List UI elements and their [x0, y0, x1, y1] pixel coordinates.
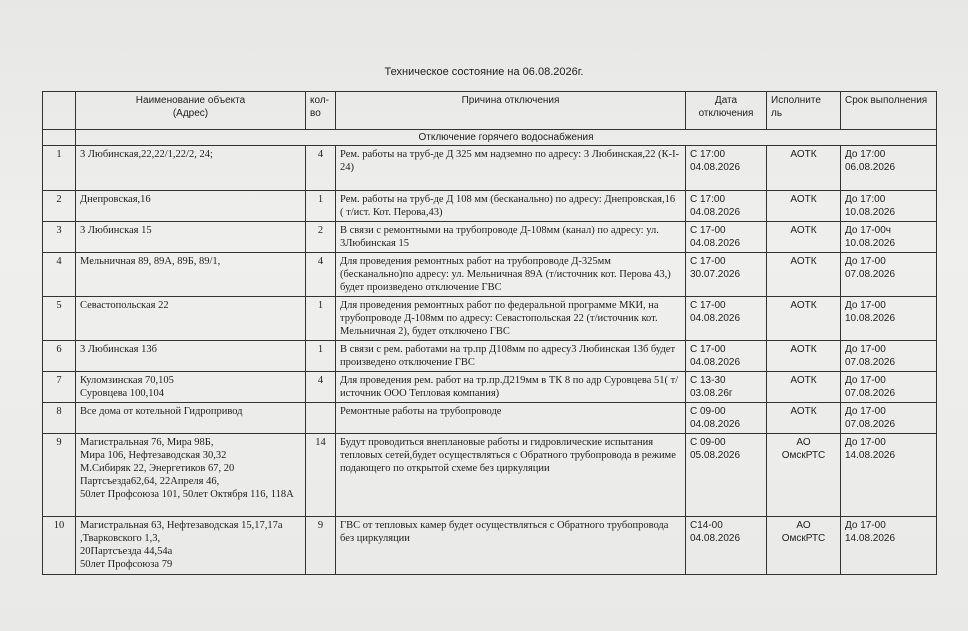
row-deadline: До 17-00 07.08.2026	[841, 403, 937, 434]
table-row	[43, 191, 937, 222]
row-num: 4	[43, 253, 76, 297]
row-deadline: До 17:00 06.08.2026	[841, 146, 937, 191]
row-deadline: До 17-00 07.08.2026	[841, 253, 937, 297]
row-qty: 1	[306, 191, 336, 222]
row-object: Магистральная 63, Нефтезаводская 15,17,17а ,Тварковского 1,3, 20Партсъезда 44,54а 50лет Профсоюза 79	[76, 517, 306, 575]
header-deadline: Срок выполнения	[841, 92, 937, 130]
table-row	[43, 517, 937, 575]
row-reason: В связи с ремонтными на трубопроводе Д-108мм (канал) по адресу: ул. 3Любинская 15	[336, 222, 686, 253]
header-date: Дата отключения	[686, 92, 767, 130]
header-qty: кол- во	[306, 92, 336, 130]
row-num: 8	[43, 403, 76, 434]
row-executor: АОТК	[767, 146, 841, 191]
table-row	[43, 434, 937, 517]
row-date: С 17:00 04.08.2026	[686, 191, 767, 222]
row-reason: Будут проводиться внеплановые работы и гидровлические испытания тепловых сетей,будет осуществляться с Обратного трубопровода в режиме подающего по открытой схеме без циркуляции	[336, 434, 686, 517]
row-deadline: До 17-00 14.08.2026	[841, 517, 937, 575]
row-object: Мельничная 89, 89А, 89Б, 89/1,	[76, 253, 306, 297]
row-date: С 17-00 04.08.2026	[686, 222, 767, 253]
row-date: С 09-00 04.08.2026	[686, 403, 767, 434]
row-reason: Ремонтные работы на трубопроводе	[336, 403, 686, 434]
row-object: Куломзинская 70,105 Суровцева 100,104	[76, 372, 306, 403]
row-date: С 17:00 04.08.2026	[686, 146, 767, 191]
row-date: С 17-00 04.08.2026	[686, 297, 767, 341]
row-reason: Рем. работы на труб-де Д 325 мм надземно по адресу: 3 Любинская,22 (К-I-24)	[336, 146, 686, 191]
row-qty: 4	[306, 146, 336, 191]
row-qty: 4	[306, 372, 336, 403]
row-num: 10	[43, 517, 76, 575]
table-row	[43, 297, 937, 341]
row-qty: 14	[306, 434, 336, 517]
row-qty: 4	[306, 253, 336, 297]
row-num: 5	[43, 297, 76, 341]
row-qty: 1	[306, 341, 336, 372]
row-executor: АОТК	[767, 253, 841, 297]
row-num: 7	[43, 372, 76, 403]
table-header-row	[43, 92, 937, 130]
row-num: 3	[43, 222, 76, 253]
row-num: 2	[43, 191, 76, 222]
row-executor: АОТК	[767, 297, 841, 341]
row-reason: Для проведения рем. работ на тр.пр.Д219мм в ТК 8 по адр Суровцева 51( т/источник ООО Тепловая компания)	[336, 372, 686, 403]
row-executor: АОТК	[767, 341, 841, 372]
header-executor: Исполните ль	[767, 92, 841, 130]
row-reason: Для проведения ремонтных работ на трубопроводе Д-325мм (бесканально)по адресу: ул. Мельничная 89А (т/источник кот. Перова 43,) будет произведено отключение ГВС	[336, 253, 686, 297]
row-deadline: До 17-00 10.08.2026	[841, 297, 937, 341]
table-row	[43, 146, 937, 191]
row-date: С 09-00 05.08.2026	[686, 434, 767, 517]
row-object: 3 Любинская,22,22/1,22/2, 24;	[76, 146, 306, 191]
section-spacer	[43, 130, 76, 146]
row-reason: Для проведения ремонтных работ по федеральной программе МКИ, на трубопроводе Д-108мм по адресу: Севастопольская 22 (т/источник кот. Мельничная 2), будет отключено ГВС	[336, 297, 686, 341]
document-title: Техническое состояние на 06.08.2026г.	[384, 66, 584, 78]
row-deadline: До 17:00 10.08.2026	[841, 191, 937, 222]
row-deadline: До 17-00 14.08.2026	[841, 434, 937, 517]
header-reason: Причина отключения	[336, 92, 686, 130]
row-executor: АОТК	[767, 372, 841, 403]
table-row	[43, 253, 937, 297]
row-num: 6	[43, 341, 76, 372]
row-reason: Рем. работы на труб-де Д 108 мм (бесканально) по адресу: Днепровская,16 ( т/ист. Кот. Перова,43)	[336, 191, 686, 222]
row-deadline: До 17-00 07.08.2026	[841, 341, 937, 372]
section-row	[43, 130, 937, 146]
table-row	[43, 341, 937, 372]
row-reason: В связи с рем. работами на тр.пр Д108мм по адресу3 Любинская 13б будет произведено отключение ГВС	[336, 341, 686, 372]
row-object: Все дома от котельной Гидропривод	[76, 403, 306, 434]
table-row	[43, 372, 937, 403]
header-num	[43, 92, 76, 130]
row-date: С 13-30 03.08.26г	[686, 372, 767, 403]
row-deadline: До 17-00ч 10.08.2026	[841, 222, 937, 253]
row-object: Севастопольская 22	[76, 297, 306, 341]
row-date: С 17-00 30.07.2026	[686, 253, 767, 297]
row-executor: АО ОмскРТС	[767, 434, 841, 517]
row-num: 1	[43, 146, 76, 191]
row-object: Магистральная 76, Мира 98Б, Мира 106, Нефтезаводская 30,32 М.Сибиряк 22, Энергетиков 67, 20 Партсъезда62,64, 22Апреля 46, 50лет Профсоюза 101, 50лет Октября 116, 118А	[76, 434, 306, 517]
row-qty	[306, 403, 336, 434]
row-executor: АОТК	[767, 222, 841, 253]
row-num: 9	[43, 434, 76, 517]
row-object: Днепровская,16	[76, 191, 306, 222]
table-row	[43, 403, 937, 434]
row-executor: АО ОмскРТС	[767, 517, 841, 575]
row-object: 3 Любинская 15	[76, 222, 306, 253]
row-reason: ГВС от тепловых камер будет осуществляться с Обратного трубопровода без циркуляции	[336, 517, 686, 575]
row-date: С14-00 04.08.2026	[686, 517, 767, 575]
outage-table	[42, 91, 937, 575]
row-date: С 17-00 04.08.2026	[686, 341, 767, 372]
section-title: Отключение горячего водоснабжения	[76, 130, 937, 146]
row-qty: 2	[306, 222, 336, 253]
row-deadline: До 17-00 07.08.2026	[841, 372, 937, 403]
header-object: Наименование объекта (Адрес)	[76, 92, 306, 130]
row-executor: АОТК	[767, 191, 841, 222]
row-qty: 1	[306, 297, 336, 341]
table-row	[43, 222, 937, 253]
row-executor: АОТК	[767, 403, 841, 434]
row-qty: 9	[306, 517, 336, 575]
row-object: 3 Любинская 13б	[76, 341, 306, 372]
